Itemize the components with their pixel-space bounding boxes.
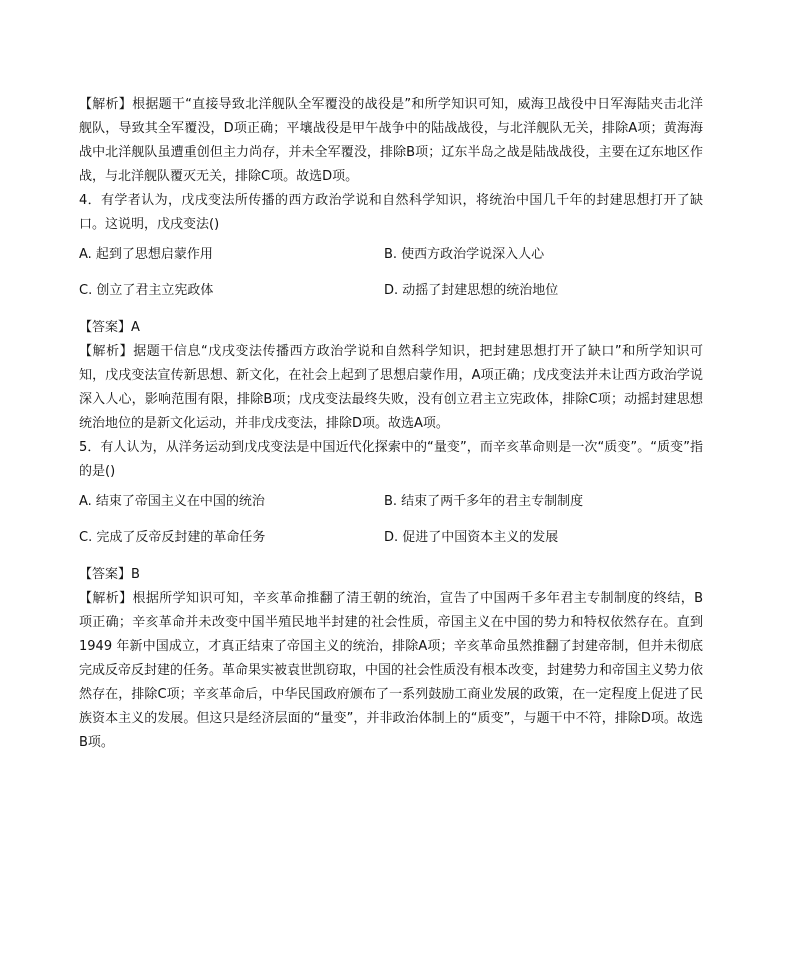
q5-option-b: B. 结束了两千多年的君主专制制度 <box>384 494 584 509</box>
q3-explanation: 【解析】根据题干“直接导致北洋舰队全军覆没的战役是”和所学知识可知，威海卫战役中日军海陆夹击北洋舰队，导致其全军覆没，D项正确；平壤战役是甲午战争中的陆战战役，与北洋舰队无关，排除A项；黄海海战中北洋舰队虽遭重创但主力尚存，并未全军覆没，排除B项；辽东半岛之战是陆战战役，主要在辽东地区作战，与北洋舰队覆灭无关，排除C项。故选D项。 <box>79 97 703 184</box>
document-page <box>79 93 703 755</box>
q5-option-a: A. 结束了帝国主义在中国的统治 <box>79 494 265 509</box>
q4-stem: 4．有学者认为，戊戌变法所传播的西方政治学说和自然科学知识，将统治中国几千年的封建思想打开了缺口。这说明，戊戌变法() <box>79 193 703 232</box>
q5-options-row-1 <box>79 490 703 514</box>
q4-option-a: A. 起到了思想启蒙作用 <box>79 247 213 262</box>
q4-explanation: 【解析】据题干信息“戊戌变法传播西方政治学说和自然科学知识，把封建思想打开了缺口”和所学知识可知，戊戌变法宣传新思想、新文化，在社会上起到了思想启蒙作用，A项正确；戊戌变法并未让西方政治学说深入人心，影响范围有限，排除B项；戊戌变法最终失败，没有创立君主立宪政体，排除C项；动摇封建思想统治地位的是新文化运动，并非戊戌变法，排除D项。故选A项。 <box>79 344 703 431</box>
q5-explanation: 【解析】根据所学知识可知，辛亥革命推翻了清王朝的统治，宣告了中国两千多年君主专制制度的终结，B 项正确；辛亥革命并未改变中国半殖民地半封建的社会性质，帝国主义在中国的势力和特权依然存在。直到 1949 年新中国成立，才真正结束了帝国主义的统治，排除A项；辛亥革命虽然推翻了封建帝制，但并未彻底完成反帝反封建的任务。革命果实被袁世凯窃取，中国的社会性质没有根本改变，封建势力和帝国主义势力依然存在，排除C项；辛亥革命后，中华民国政府颁布了一系列鼓励工商业发展的政策，在一定程度上促进了民族资本主义的发展。但这只是经济层面的“量变”，并非政治体制上的“质变”，与题干中不符，排除D项。故选B项。 <box>79 591 704 750</box>
q4-option-b: B. 使西方政治学说深入人心 <box>384 247 545 262</box>
q4-answer: 【答案】A <box>79 320 140 335</box>
q5-stem: 5．有人认为，从洋务运动到戊戌变法是中国近代化探索中的“量变”，而辛亥革命则是一次“质变”。“质变”指的是() <box>79 440 703 479</box>
q4-option-d: D. 动摇了封建思想的统治地位 <box>384 283 559 298</box>
q4-options-row-2 <box>79 279 703 303</box>
q5-options-row-2 <box>79 526 703 550</box>
q4-option-c: C. 创立了君主立宪政体 <box>79 283 214 298</box>
q5-option-d: D. 促进了中国资本主义的发展 <box>384 530 559 545</box>
q5-answer: 【答案】B <box>79 567 140 582</box>
q5-option-c: C. 完成了反帝反封建的革命任务 <box>79 530 266 545</box>
q4-options-row-1 <box>79 243 703 267</box>
